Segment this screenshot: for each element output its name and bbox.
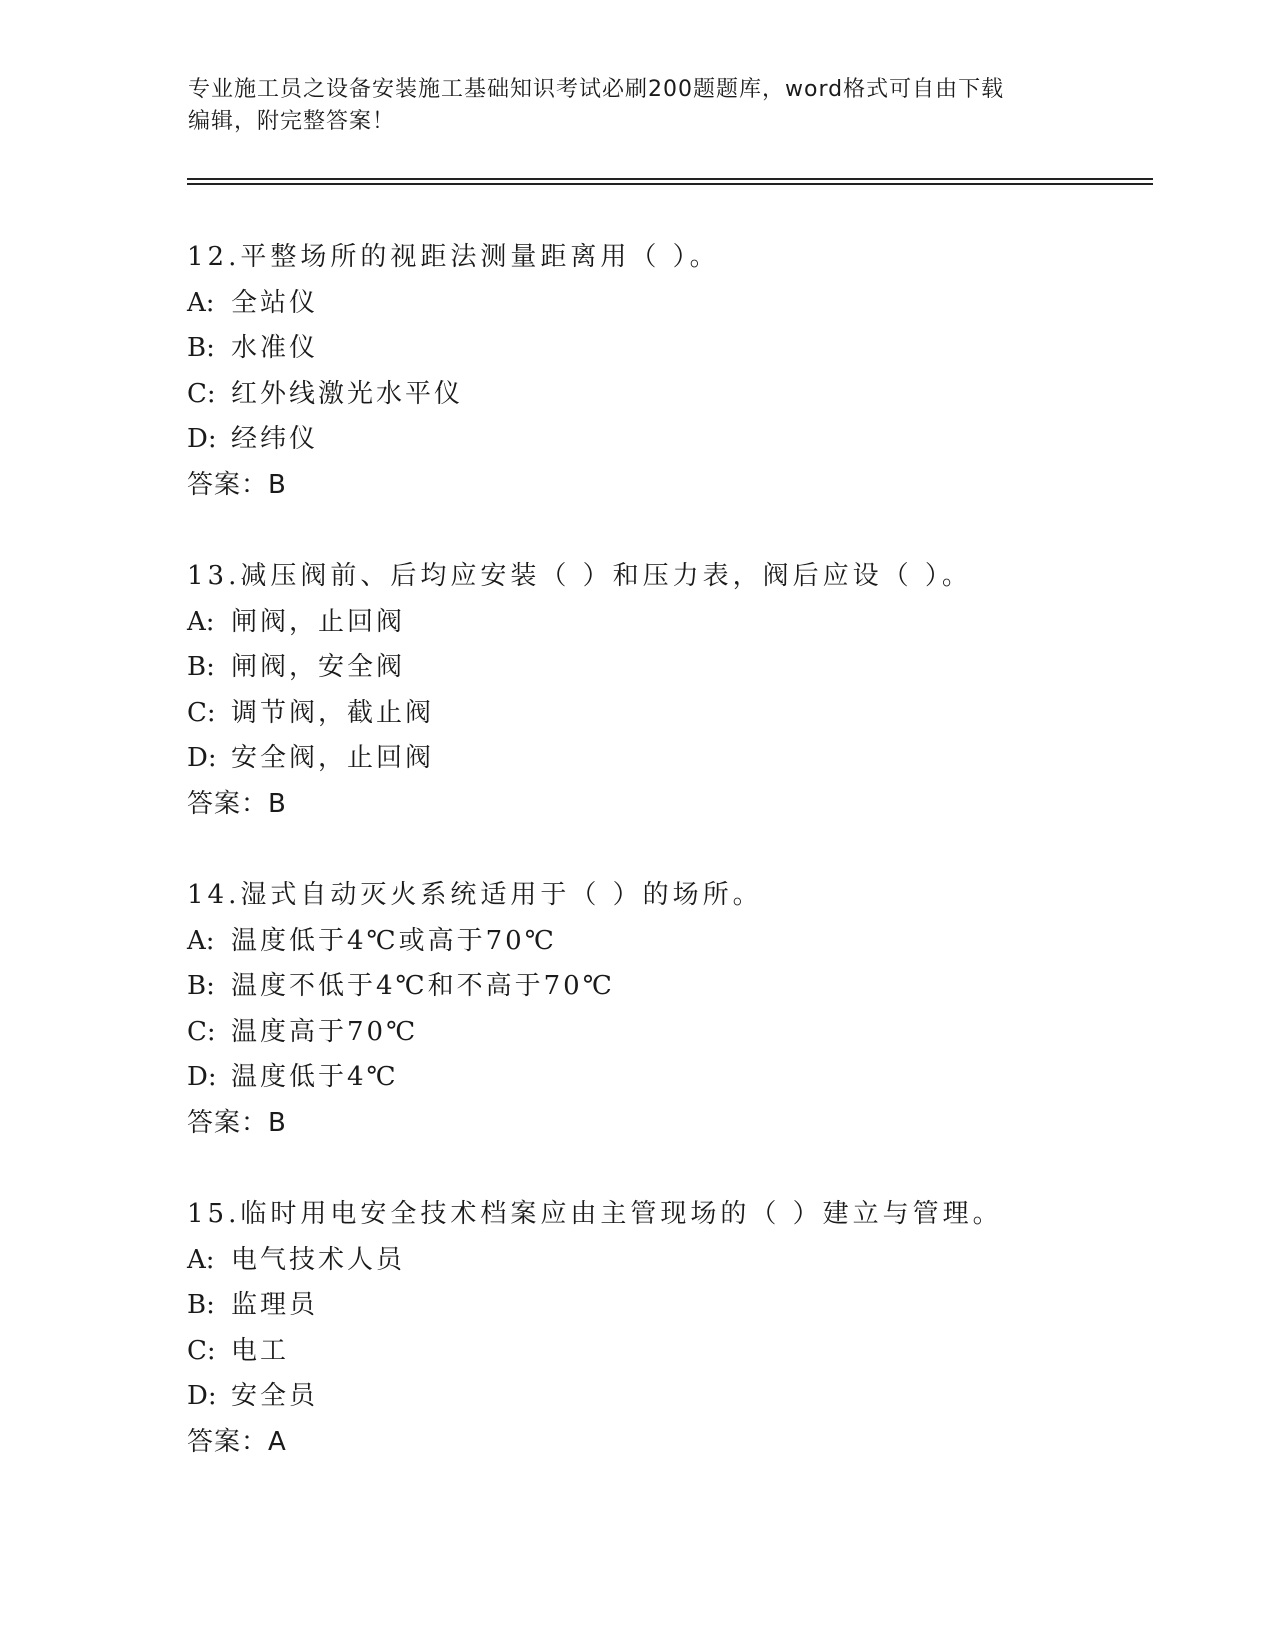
question-stem: 12.平整场所的视距法测量距离用（ ）。 [187,242,720,272]
option-letter: D: [187,1062,217,1092]
option-d [187,736,1167,782]
option-letter: D: [187,1381,217,1411]
option-letter: B: [187,1290,215,1320]
option-c [187,1329,1167,1375]
option-text: 经纬仪 [231,424,319,454]
option-c [187,372,1167,418]
option-text: 温度低于4℃或高于70℃ [231,925,557,956]
option-text: 红外线激光水平仪 [231,378,464,409]
question-stem: 13.减压阀前、后均应安装（ ）和压力表，阀后应设（ ）。 [187,561,972,591]
answer-line: 答案：B [187,469,287,500]
option-text: 温度不低于4℃和不高于70℃ [231,971,615,1001]
option-letter: B: [187,333,215,363]
option-text: 温度低于4℃ [231,1062,399,1092]
option-letter: D: [187,743,217,773]
option-text: 水准仪 [231,333,319,363]
option-text: 电气技术人员 [231,1244,406,1275]
question-stem: 14.湿式自动灭火系统适用于（ ）的场所。 [187,880,763,910]
option-text: 调节阀，截止阀 [231,697,435,728]
header-line-2: 编辑，附完整答案！ [188,109,396,134]
question-12 [187,235,1167,554]
option-a [187,281,1167,327]
option-text: 全站仪 [231,287,319,318]
option-a [187,1238,1167,1284]
option-d [187,417,1167,463]
answer-line: 答案：A [187,1426,287,1457]
option-letter: A: [187,287,215,318]
option-text: 闸阀，安全阀 [231,652,406,682]
option-c [187,1010,1167,1056]
option-letter: C: [187,378,216,409]
answer-line: 答案：B [187,788,287,819]
option-text: 安全员 [231,1381,319,1411]
header-line-1: 专业施工员之设备安装施工基础知识考试必刷200题题库，word格式可自由下载 [188,77,1005,102]
option-b [187,645,1167,691]
option-b [187,326,1167,372]
header-rule-bottom [187,183,1153,185]
option-letter: A: [187,1244,215,1275]
option-text: 监理员 [231,1290,319,1320]
option-text: 温度高于70℃ [231,1016,419,1047]
option-letter: B: [187,971,215,1001]
option-b [187,964,1167,1010]
option-letter: C: [187,1335,216,1366]
option-b [187,1283,1167,1329]
option-a [187,919,1167,965]
option-a [187,600,1167,646]
option-letter: B: [187,652,215,682]
option-letter: C: [187,1016,216,1047]
option-letter: C: [187,697,216,728]
question-list [187,235,1167,1511]
option-letter: D: [187,424,217,454]
option-letter: A: [187,606,215,637]
option-text: 安全阀，止回阀 [231,743,435,773]
answer-line: 答案：B [187,1107,287,1138]
question-14 [187,873,1167,1192]
question-stem: 15.临时用电安全技术档案应由主管现场的（ ）建立与管理。 [187,1199,1003,1229]
option-d [187,1055,1167,1101]
option-text: 闸阀，止回阀 [231,606,406,637]
document-header [188,74,1068,138]
header-rule-top [187,178,1153,180]
question-13 [187,554,1167,873]
option-d [187,1374,1167,1420]
option-c [187,691,1167,737]
option-letter: A: [187,925,215,956]
option-text: 电工 [231,1335,290,1366]
question-15 [187,1192,1167,1511]
